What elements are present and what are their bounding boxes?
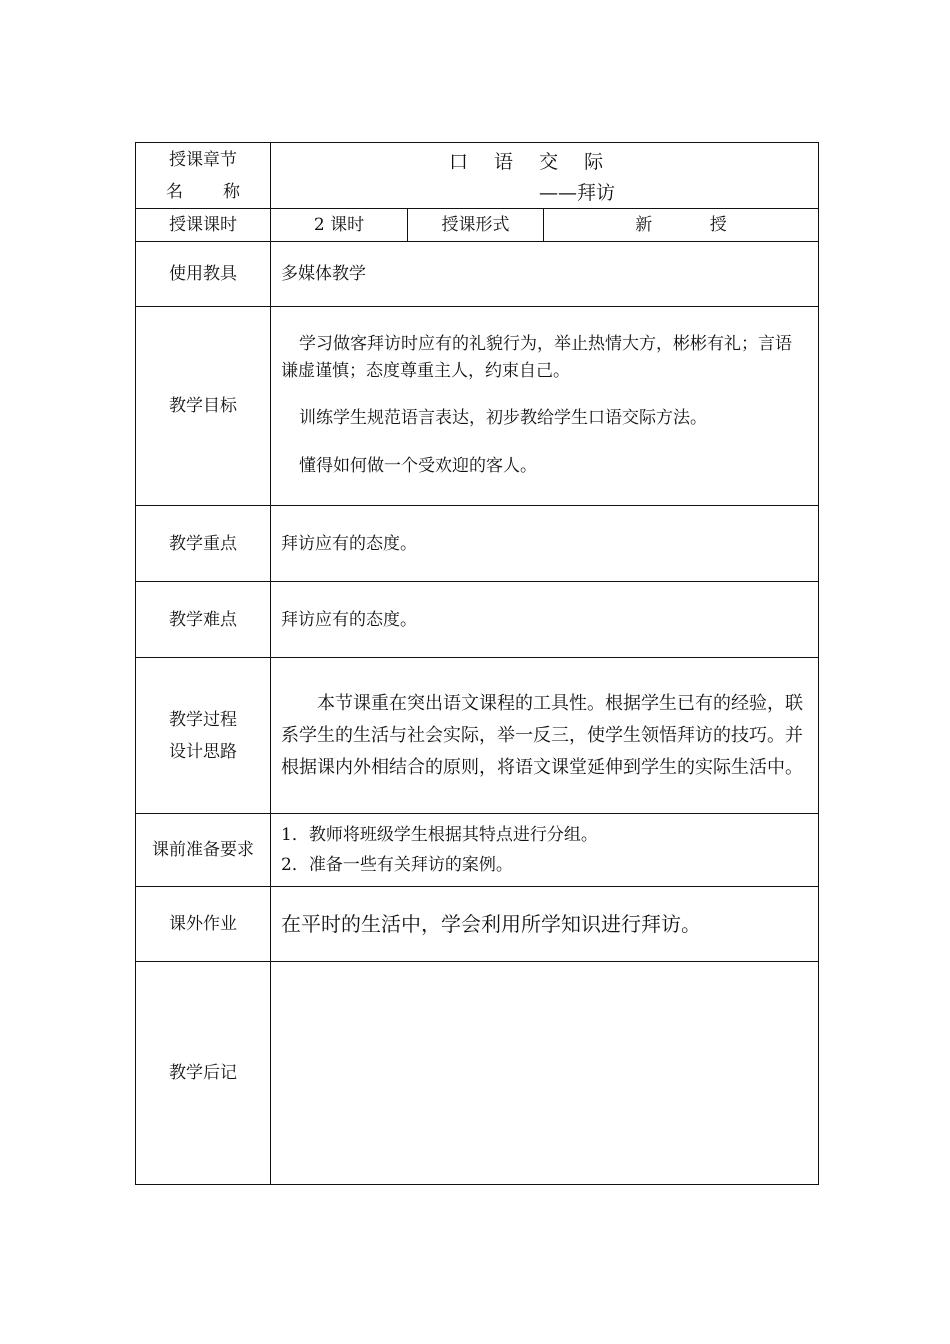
key-point-row [136, 506, 819, 582]
preparation-label: 课前准备要求 [136, 814, 271, 887]
lesson-title: 口 语 交 际 [449, 151, 614, 173]
goal-item-2: 训练学生规范语言表达，初步教给学生口语交际方法。 [299, 408, 707, 428]
chapter-label-line1: 授课章节 [169, 149, 237, 170]
tools-value: 多媒体教学 [271, 242, 819, 307]
goals-label: 教学目标 [136, 307, 271, 506]
hours-row [136, 209, 819, 242]
process-label-cell [136, 658, 271, 814]
process-label-line2: 设计思路 [169, 741, 237, 762]
lesson-subtitle: ——拜访 [539, 182, 616, 204]
chapter-row [136, 143, 819, 209]
chapter-label-cell [136, 143, 271, 209]
homework-row [136, 887, 819, 962]
form-value: 新 授 [635, 215, 753, 235]
process-row [136, 658, 819, 814]
form-label: 授课形式 [408, 209, 544, 242]
hours-value: 2 课时 [271, 209, 408, 242]
preparation-item-1: 1．教师将班级学生根据其特点进行分组。 [281, 825, 598, 845]
difficulty-row [136, 582, 819, 658]
homework-label: 课外作业 [136, 887, 271, 962]
chapter-label-line2 [166, 176, 240, 208]
process-text: 本节课重在突出语文课程的工具性。根据学生已有的经验，联系学生的生活与社会实际，举一反三，使学生领悟拜访的技巧。并根据课内外相结合的原则，将语文课堂延伸到学生的实际生活中。 [281, 692, 803, 778]
process-cell [271, 658, 819, 814]
tools-label: 使用教具 [136, 242, 271, 307]
difficulty-label: 教学难点 [136, 582, 271, 658]
reflection-label: 教学后记 [136, 962, 271, 1185]
goal-item-1: 学习做客拜访时应有的礼貌行为，举止热情大方，彬彬有礼；言语谦虚谨慎；态度尊重主人，约束自己。 [281, 334, 792, 381]
difficulty-value: 拜访应有的态度。 [271, 582, 819, 658]
form-value-cell [544, 209, 819, 242]
goal-item-3: 懂得如何做一个受欢迎的客人。 [299, 456, 537, 476]
process-label-line1: 教学过程 [169, 709, 237, 730]
chapter-title-cell [271, 143, 819, 209]
reflection-value [271, 962, 819, 1185]
chapter-label-char-b: 称 [223, 181, 240, 202]
chapter-label-char-a: 名 [166, 181, 183, 202]
preparation-item-2: 2．准备一些有关拜访的案例。 [281, 855, 513, 875]
key-point-value: 拜访应有的态度。 [271, 506, 819, 582]
hours-label: 授课课时 [136, 209, 271, 242]
lesson-plan-table [135, 142, 819, 1185]
preparation-cell [271, 814, 819, 887]
preparation-row [136, 814, 819, 887]
key-point-label: 教学重点 [136, 506, 271, 582]
homework-value: 在平时的生活中，学会利用所学知识进行拜访。 [271, 887, 819, 962]
tools-row [136, 242, 819, 307]
reflection-row [136, 962, 819, 1185]
goals-row [136, 307, 819, 506]
goals-cell [271, 307, 819, 506]
